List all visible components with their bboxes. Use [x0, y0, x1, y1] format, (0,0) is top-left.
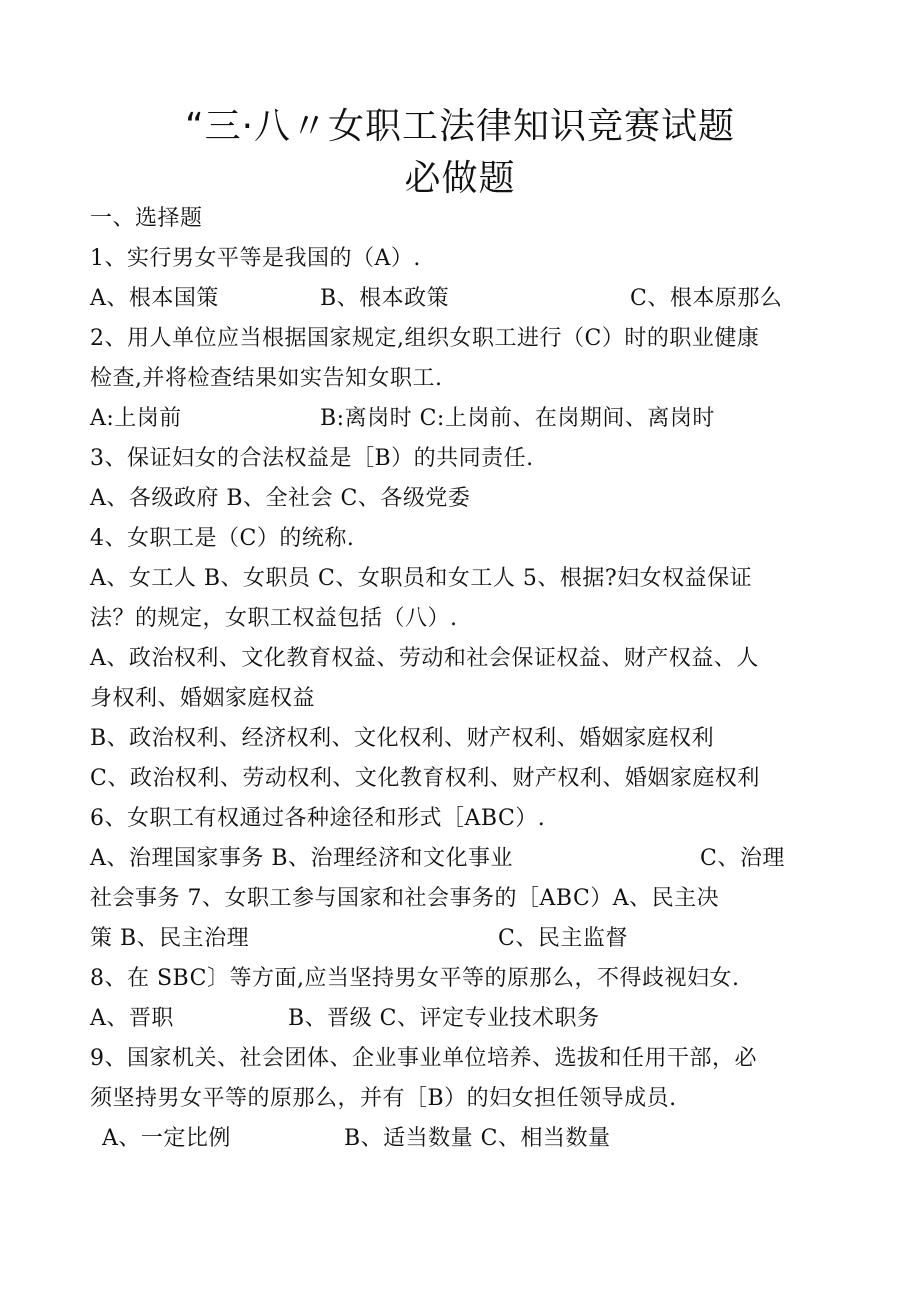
question-2-option-bc: B:离岗时 C:上岗前、在岗期间、离岗时	[320, 406, 715, 431]
question-8-option-bc: B、晋级 C、评定专业技术职务	[288, 1006, 600, 1031]
question-5-stem-line-2: 法？的规定，女职工权益包括（八）.	[90, 606, 458, 631]
question-1-stem: 1、实行男女平等是我国的（A）.	[90, 246, 421, 271]
question-3-options: A、各级政府 B、全社会 C、各级党委	[90, 486, 471, 511]
question-5-option-a-line-1: A、政治权利、文化教育权益、劳动和社会保证权益、财产权益、人	[90, 646, 759, 671]
question-6-stem: 6、女职工有权通过各种途径和形式［ABC）.	[90, 806, 546, 831]
question-3-stem: 3、保证妇女的合法权益是［B）的共同责任.	[90, 446, 534, 471]
document-subtitle: 必做题	[404, 158, 516, 199]
question-4-options-and-question-5-start: A、女工人 B、女职员 C、女职员和女工人 5、根据?妇女权益保证	[90, 566, 753, 591]
question-2-stem-line-1: 2、用人单位应当根据国家规定,组织女职工进行（C）时的职业健康	[90, 326, 760, 351]
section-heading: 一、选择题	[90, 206, 203, 231]
question-9-stem-line-1: 9、国家机关、社会团体、企业事业单位培养、选拔和任用干部，必	[90, 1046, 757, 1071]
question-1-option-a: A、根本国策	[90, 286, 219, 311]
question-1-option-c: C、根本原那么	[630, 286, 783, 311]
question-9-stem-line-2: 须坚持男女平等的原那么，并有［B）的妇女担任领导成员.	[90, 1086, 677, 1111]
question-8-option-a: A、晋职	[90, 1006, 174, 1031]
question-6-option-c: C、治理	[700, 846, 785, 871]
question-5-option-a-line-2: 身权利、婚姻家庭权益	[90, 686, 316, 711]
question-1-option-b: B、根本政策	[320, 286, 450, 311]
question-8-stem: 8、在 SBC〕等方面,应当坚持男女平等的原那么，不得歧视妇女.	[90, 966, 740, 991]
question-5-option-c: C、政治权利、劳动权利、文化教育权利、财产权利、婚姻家庭权利	[90, 766, 760, 791]
question-2-option-a: A:上岗前	[90, 406, 182, 431]
question-7-line-2: 策 B、民主治理	[90, 926, 250, 951]
question-7-line-1: 社会事务 7、女职工参与国家和社会事务的［ABC）A、民主决	[90, 886, 720, 911]
question-6-option-ab: A、治理国家事务 B、治理经济和文化事业	[90, 846, 514, 871]
question-2-stem-line-2: 检查,并将检查结果如实告知女职工.	[90, 366, 443, 391]
question-4-stem: 4、女职工是（C）的统称.	[90, 526, 355, 551]
question-9-option-bc: B、适当数量 C、相当数量	[344, 1126, 611, 1151]
question-5-option-b: B、政治权利、经济权利、文化权利、财产权利、婚姻家庭权利	[90, 726, 715, 751]
question-7-option-c: C、民主监督	[498, 926, 628, 951]
document-title: “三·八〃女职工法律知识竞赛试题	[184, 106, 736, 147]
question-9-option-a: A、一定比例	[102, 1126, 231, 1151]
